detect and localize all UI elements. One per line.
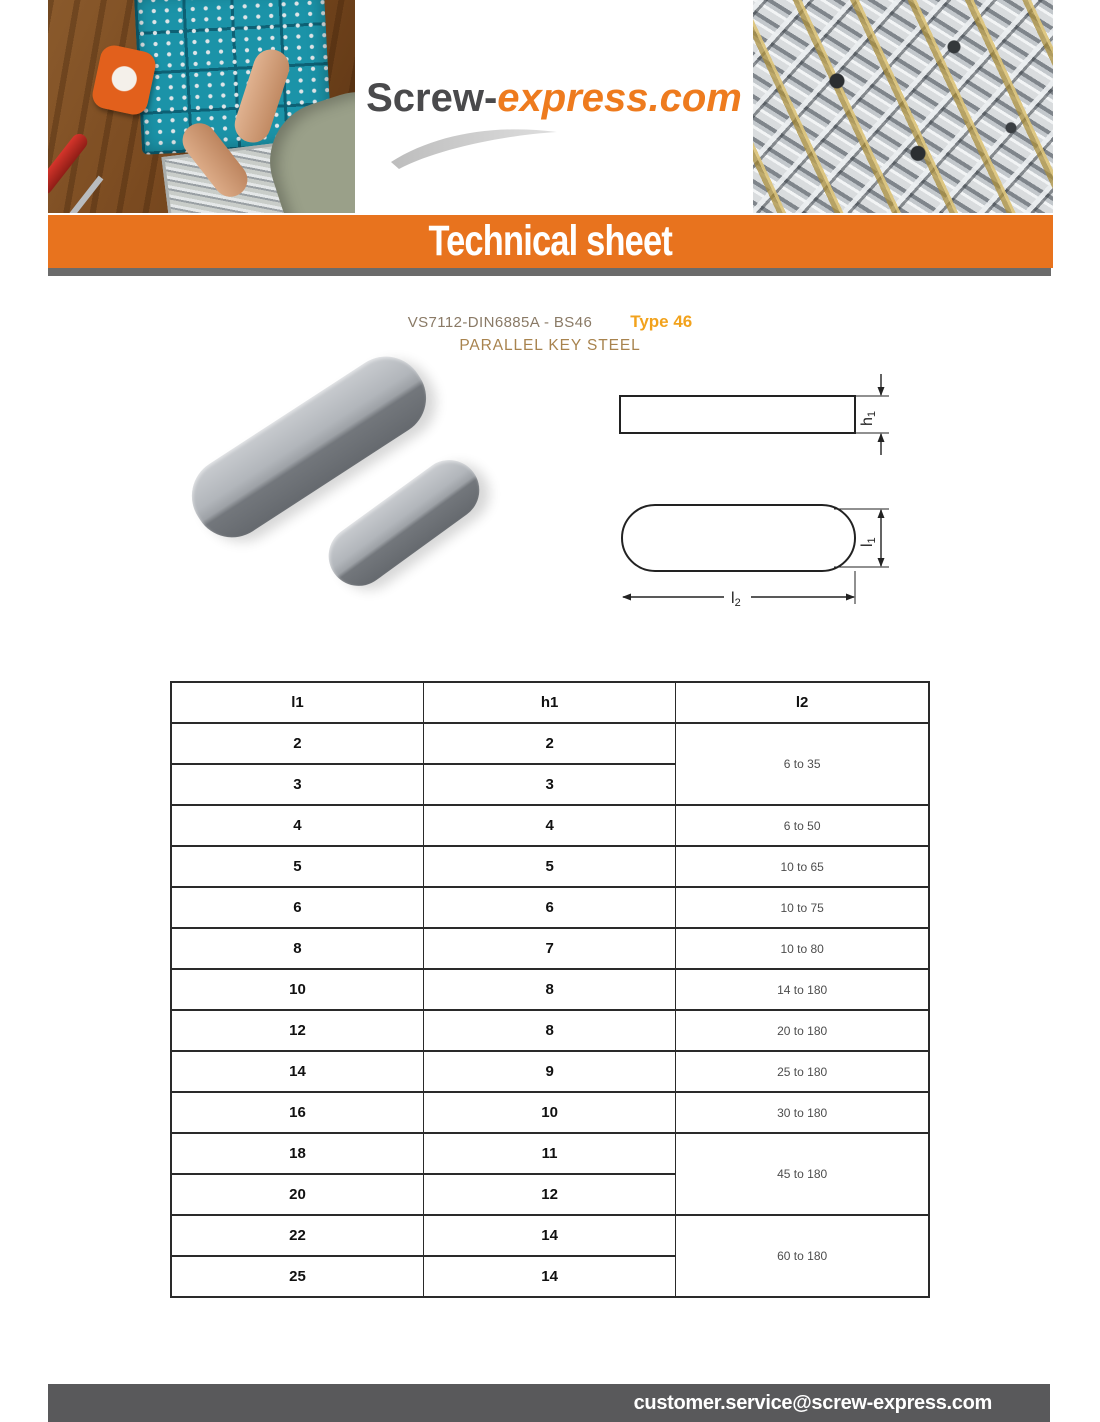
top-view-outline: [622, 505, 855, 571]
banner-underline: [48, 268, 1051, 276]
product-reference: VS7112-DIN6885A - BS46: [407, 314, 593, 331]
cell-l1: 4: [171, 805, 423, 846]
cell-l1: 20: [171, 1174, 423, 1215]
cell-l2: 10 to 75: [676, 887, 929, 928]
col-header-l1: l1: [171, 682, 423, 723]
cell-l2: 25 to 180: [676, 1051, 929, 1092]
screw-pile-photo: [753, 0, 1053, 213]
col-header-l2: l2: [676, 682, 929, 723]
table-row: [171, 1051, 929, 1092]
cell-h1: 9: [423, 1051, 675, 1092]
table-row: [171, 1215, 929, 1256]
h1-dimension-label: h1: [859, 410, 878, 426]
table-row: [171, 887, 929, 928]
product-title-line1: [408, 312, 693, 332]
cell-h1: 2: [423, 723, 675, 764]
cell-l2: 10 to 65: [676, 846, 929, 887]
cell-l1: 10: [171, 969, 423, 1010]
side-view-outline: [620, 396, 855, 433]
cell-h1: 11: [423, 1133, 675, 1174]
cell-h1: 14: [423, 1215, 675, 1256]
brand-name-dark: Screw-: [366, 76, 498, 120]
cell-l1: 2: [171, 723, 423, 764]
brand-logo: [355, 0, 753, 213]
cell-l1: 22: [171, 1215, 423, 1256]
table-row: [171, 1010, 929, 1051]
table-row: [171, 805, 929, 846]
cell-h1: 3: [423, 764, 675, 805]
workbench-photo: [48, 0, 355, 213]
technical-sheet-banner: [48, 215, 1053, 268]
cell-l2: 45 to 180: [676, 1133, 929, 1215]
cell-l2: 20 to 180: [676, 1010, 929, 1051]
cell-l2: 6 to 50: [676, 805, 929, 846]
cell-l2: 30 to 180: [676, 1092, 929, 1133]
cell-h1: 12: [423, 1174, 675, 1215]
cell-h1: 8: [423, 1010, 675, 1051]
product-name: PARALLEL KEY STEEL: [459, 337, 641, 354]
cell-l1: 5: [171, 846, 423, 887]
cell-h1: 8: [423, 969, 675, 1010]
brand-logo-text: [355, 78, 753, 118]
table-row: [171, 928, 929, 969]
screw-heads: [753, 0, 1053, 213]
product-type: Type 46: [630, 312, 693, 331]
cell-l2: 60 to 180: [676, 1215, 929, 1297]
table-row: [171, 723, 929, 764]
cell-l2: 14 to 180: [676, 969, 929, 1010]
banner-title: Technical sheet: [428, 217, 673, 265]
brand-name-orange: express.com: [497, 76, 742, 120]
footer-bar: [48, 1384, 1050, 1422]
cell-l2: 10 to 80: [676, 928, 929, 969]
cell-l1: 14: [171, 1051, 423, 1092]
cell-l1: 18: [171, 1133, 423, 1174]
l1-dimension-label: l1: [859, 537, 878, 547]
table-header-row: [171, 682, 929, 723]
cell-h1: 7: [423, 928, 675, 969]
cell-l1: 8: [171, 928, 423, 969]
cell-l1: 3: [171, 764, 423, 805]
cell-l1: 25: [171, 1256, 423, 1297]
cell-h1: 5: [423, 846, 675, 887]
cell-l1: 12: [171, 1010, 423, 1051]
parallel-keys-photo: [170, 365, 490, 600]
logo-swoosh: [387, 122, 567, 172]
dimension-drawing: [588, 362, 913, 617]
cell-h1: 14: [423, 1256, 675, 1297]
table-row: [171, 969, 929, 1010]
table-row: [171, 846, 929, 887]
dimension-table: [170, 681, 930, 1298]
col-header-h1: h1: [423, 682, 675, 723]
cell-l1: 16: [171, 1092, 423, 1133]
cell-l2: 6 to 35: [676, 723, 929, 805]
table-row: [171, 1092, 929, 1133]
customer-service-email[interactable]: customer.service@screw-express.com: [633, 1391, 992, 1414]
l2-dimension-label: l2: [731, 590, 741, 609]
cell-h1: 6: [423, 887, 675, 928]
product-title-block: [0, 312, 1100, 355]
cell-h1: 10: [423, 1092, 675, 1133]
cell-h1: 4: [423, 805, 675, 846]
table-row: [171, 1133, 929, 1174]
cell-l1: 6: [171, 887, 423, 928]
